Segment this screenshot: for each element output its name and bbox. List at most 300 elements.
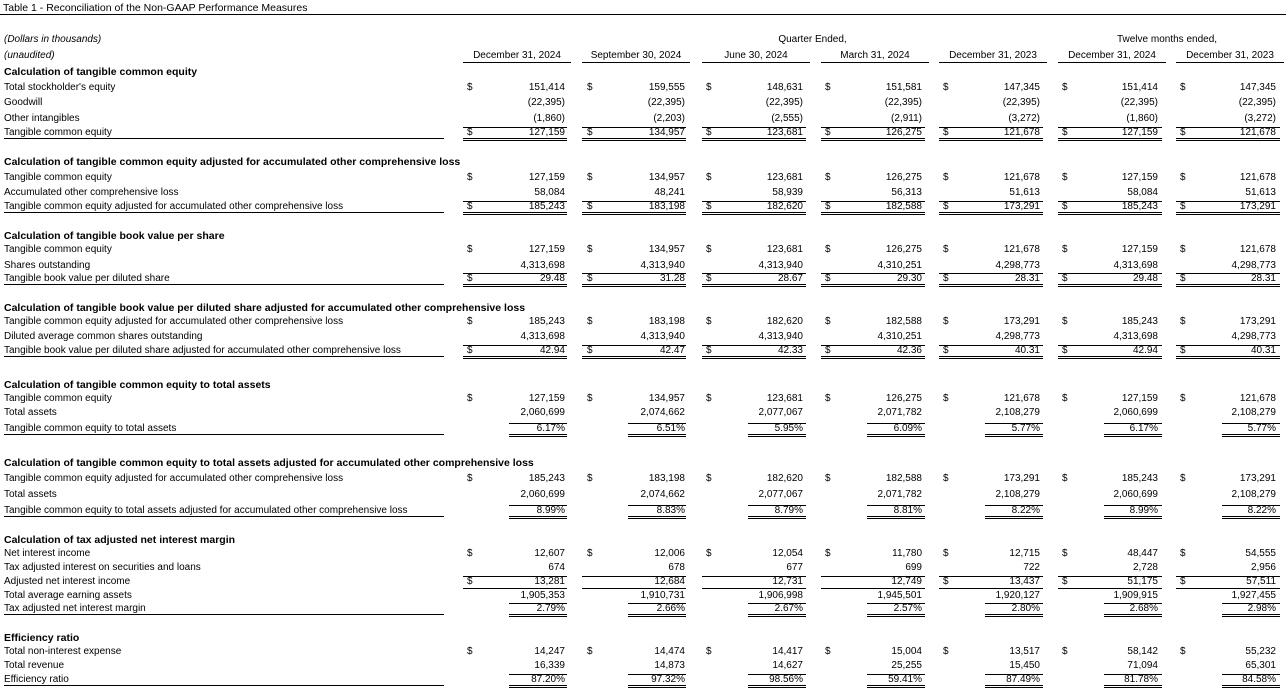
currency-symbol: $	[943, 82, 949, 93]
currency-symbol: $	[943, 172, 949, 183]
cell-value: 59.41%	[888, 674, 922, 685]
subtotal-rule	[939, 273, 1043, 274]
cell-value: 40.31	[1014, 345, 1040, 356]
total-double-rule	[1222, 685, 1280, 688]
column-header-underline	[1176, 62, 1284, 63]
cell-value: 126,275	[885, 127, 922, 138]
total-double-rule	[867, 614, 925, 617]
subtotal-rule	[702, 127, 806, 128]
subtotal-rule	[509, 603, 567, 604]
cell-value: 42.47	[659, 345, 685, 356]
currency-symbol: $	[1062, 244, 1068, 255]
currency-symbol: $	[825, 316, 831, 327]
row-label: Other intangibles	[4, 113, 80, 124]
cell-value: 4,298,773	[995, 260, 1040, 271]
cell-value: 13,437	[1009, 576, 1040, 587]
section-title: Efficiency ratio	[4, 632, 80, 644]
cell-value: 1,910,731	[640, 590, 685, 601]
cell-value: 699	[905, 562, 922, 573]
cell-value: (22,395)	[1238, 97, 1276, 108]
cell-value: 4,310,251	[877, 260, 922, 271]
cell-value: 173,291	[1239, 473, 1276, 484]
currency-symbol: $	[1062, 345, 1068, 356]
total-double-rule	[1104, 434, 1162, 437]
section-title: Calculation of tangible common equity adjusted for accumulated other comprehensive loss	[4, 156, 461, 168]
subtotal-rule	[1058, 345, 1162, 346]
subtotal-rule	[1176, 201, 1280, 202]
total-double-rule	[985, 434, 1043, 437]
subtotal-rule	[582, 273, 686, 274]
total-double-rule	[985, 516, 1043, 519]
subtotal-rule	[463, 273, 567, 274]
subtotal-rule	[628, 505, 686, 506]
currency-symbol: $	[706, 393, 712, 404]
currency-symbol: $	[467, 548, 473, 559]
currency-symbol: $	[1180, 172, 1186, 183]
currency-symbol: $	[825, 473, 831, 484]
subtotal-rule	[1104, 505, 1162, 506]
currency-symbol: $	[1062, 82, 1068, 93]
subtotal-rule	[939, 345, 1043, 346]
column-header: June 30, 2024	[724, 50, 788, 61]
units-label: (Dollars in thousands)	[4, 34, 102, 45]
cell-value: 15,004	[891, 646, 922, 657]
cell-value: 2,071,782	[877, 489, 922, 500]
cell-value: 84.58%	[1242, 674, 1276, 685]
currency-symbol: $	[943, 273, 949, 284]
subtotal-rule	[867, 423, 925, 424]
cell-value: 182,620	[766, 316, 803, 327]
subtotal-rule	[509, 505, 567, 506]
row-label-underline	[4, 516, 444, 517]
total-double-rule	[628, 685, 686, 688]
cell-value: 28.31	[1014, 273, 1040, 284]
cell-value: (1,860)	[1126, 113, 1158, 124]
cell-value: 173,291	[1003, 473, 1040, 484]
currency-symbol: $	[467, 393, 473, 404]
row-label: Net interest income	[4, 548, 91, 559]
subtotal-rule	[702, 576, 806, 577]
total-double-rule	[702, 356, 806, 359]
cell-value: 58,142	[1127, 646, 1158, 657]
cell-value: 42.36	[896, 345, 922, 356]
subtotal-rule	[1058, 576, 1162, 577]
cell-value: 677	[786, 562, 803, 573]
cell-value: 722	[1023, 562, 1040, 573]
column-header: December 31, 2023	[1186, 50, 1274, 61]
currency-symbol: $	[467, 273, 473, 284]
currency-symbol: $	[1180, 127, 1186, 138]
subtotal-rule	[985, 674, 1043, 675]
subtotal-rule	[582, 576, 686, 577]
currency-symbol: $	[1062, 646, 1068, 657]
currency-symbol: $	[467, 646, 473, 657]
currency-symbol: $	[1062, 273, 1068, 284]
total-double-rule	[582, 212, 686, 215]
currency-symbol: $	[467, 244, 473, 255]
cell-value: 121,678	[1003, 393, 1040, 404]
currency-symbol: $	[1180, 273, 1186, 284]
cell-value: (22,395)	[765, 97, 803, 108]
row-label: Tax adjusted net interest margin	[4, 603, 146, 614]
subtotal-rule	[939, 201, 1043, 202]
total-double-rule	[748, 516, 806, 519]
currency-symbol: $	[587, 82, 593, 93]
subtotal-rule	[1058, 201, 1162, 202]
cell-value: 185,243	[1121, 316, 1158, 327]
cell-value: 4,313,940	[758, 331, 803, 342]
row-label: Tangible common equity adjusted for accumulated other comprehensive loss	[4, 201, 344, 212]
subtotal-rule	[509, 423, 567, 424]
cell-value: 159,555	[648, 82, 685, 93]
cell-value: 14,474	[654, 646, 685, 657]
cell-value: 8.99%	[1129, 505, 1158, 516]
total-double-rule	[939, 284, 1043, 287]
currency-symbol: $	[1062, 576, 1068, 587]
subtotal-rule	[1058, 127, 1162, 128]
cell-value: 87.20%	[531, 674, 565, 685]
cell-value: 4,313,940	[640, 331, 685, 342]
column-header-underline	[582, 62, 690, 63]
cell-value: 2,060,699	[1113, 489, 1158, 500]
total-double-rule	[939, 212, 1043, 215]
cell-value: 127,159	[1121, 393, 1158, 404]
row-label: Tax adjusted interest on securities and loans	[4, 562, 201, 573]
cell-value: 2,074,662	[640, 407, 685, 418]
cell-value: 2,108,279	[1231, 489, 1276, 500]
cell-value: 173,291	[1239, 316, 1276, 327]
cell-value: (2,911)	[891, 113, 922, 124]
currency-symbol: $	[587, 172, 593, 183]
cell-value: 29.48	[539, 273, 565, 284]
subtotal-rule	[748, 603, 806, 604]
cell-value: 2.57%	[893, 603, 922, 614]
currency-symbol: $	[706, 127, 712, 138]
cell-value: 127,159	[528, 393, 565, 404]
total-double-rule	[702, 138, 806, 141]
currency-symbol: $	[943, 473, 949, 484]
cell-value: (3,272)	[1244, 113, 1276, 124]
currency-symbol: $	[1180, 576, 1186, 587]
currency-symbol: $	[943, 548, 949, 559]
cell-value: 25,255	[891, 660, 922, 671]
currency-symbol: $	[706, 172, 712, 183]
total-double-rule	[867, 685, 925, 688]
row-label-underline	[4, 284, 444, 285]
cell-value: 121,678	[1003, 172, 1040, 183]
row-label: Tangible common equity to total assets	[4, 423, 177, 434]
cell-value: 173,291	[1239, 201, 1276, 212]
cell-value: 8.79%	[774, 505, 803, 516]
row-label: Goodwill	[4, 97, 43, 108]
row-label: Total assets	[4, 407, 57, 418]
cell-value: 148,631	[766, 82, 803, 93]
cell-value: 127,159	[528, 244, 565, 255]
cell-value: 126,275	[885, 393, 922, 404]
cell-value: 65,301	[1245, 660, 1276, 671]
subtotal-rule	[939, 127, 1043, 128]
cell-value: 121,678	[1003, 127, 1040, 138]
cell-value: 182,620	[766, 201, 803, 212]
subtotal-rule	[702, 201, 806, 202]
row-label: Tangible common equity	[4, 172, 112, 183]
currency-symbol: $	[943, 345, 949, 356]
cell-value: 4,313,698	[1113, 260, 1158, 271]
row-label: Tangible book value per diluted share adjusted for accumulated other comprehensive loss	[4, 345, 401, 356]
currency-symbol: $	[825, 548, 831, 559]
cell-value: 31.28	[659, 273, 685, 284]
total-double-rule	[748, 614, 806, 617]
cell-value: 6.17%	[536, 423, 565, 434]
currency-symbol: $	[467, 345, 473, 356]
cell-value: 14,873	[654, 660, 685, 671]
cell-value: 16,339	[534, 660, 565, 671]
row-label: Tangible common equity adjusted for accumulated other comprehensive loss	[4, 316, 344, 327]
currency-symbol: $	[587, 273, 593, 284]
currency-symbol: $	[1062, 316, 1068, 327]
subtotal-rule	[628, 674, 686, 675]
cell-value: 98.56%	[769, 674, 803, 685]
currency-symbol: $	[825, 172, 831, 183]
cell-value: 6.51%	[656, 423, 685, 434]
subtotal-rule	[867, 674, 925, 675]
cell-value: 4,313,698	[1113, 331, 1158, 342]
cell-value: 182,588	[885, 473, 922, 484]
cell-value: 51,175	[1127, 576, 1158, 587]
cell-value: 127,159	[528, 127, 565, 138]
cell-value: 4,298,773	[1231, 331, 1276, 342]
cell-value: 48,447	[1127, 548, 1158, 559]
currency-symbol: $	[587, 345, 593, 356]
cell-value: 1,905,353	[520, 590, 565, 601]
currency-symbol: $	[1180, 316, 1186, 327]
cell-value: 123,681	[766, 172, 803, 183]
cell-value: 58,084	[534, 187, 565, 198]
cell-value: 182,620	[766, 473, 803, 484]
cell-value: 51,613	[1009, 187, 1040, 198]
cell-value: 28.67	[777, 273, 803, 284]
cell-value: 40.31	[1250, 345, 1276, 356]
cell-value: 2,060,699	[520, 489, 565, 500]
currency-symbol: $	[825, 273, 831, 284]
cell-value: 183,198	[648, 473, 685, 484]
total-double-rule	[463, 284, 567, 287]
cell-value: 674	[548, 562, 565, 573]
cell-value: 55,232	[1245, 646, 1276, 657]
subtotal-rule	[748, 674, 806, 675]
subtotal-rule	[1222, 505, 1280, 506]
cell-value: (22,395)	[527, 97, 565, 108]
currency-symbol: $	[706, 345, 712, 356]
cell-value: 42.33	[777, 345, 803, 356]
subtotal-rule	[939, 576, 1043, 577]
row-label: Tangible book value per diluted share	[4, 273, 170, 284]
currency-symbol: $	[943, 646, 949, 657]
subtotal-rule	[821, 588, 925, 589]
subtotal-rule	[509, 674, 567, 675]
cell-value: 121,678	[1239, 244, 1276, 255]
cell-value: 4,313,698	[520, 331, 565, 342]
subtotal-rule	[985, 505, 1043, 506]
subtotal-rule	[748, 423, 806, 424]
cell-value: 182,588	[885, 316, 922, 327]
cell-value: 121,678	[1239, 172, 1276, 183]
currency-symbol: $	[1062, 548, 1068, 559]
cell-value: (22,395)	[1120, 97, 1158, 108]
cell-value: 5.77%	[1011, 423, 1040, 434]
total-double-rule	[1176, 284, 1280, 287]
currency-symbol: $	[943, 576, 949, 587]
total-double-rule	[821, 138, 925, 141]
column-header-underline	[463, 62, 571, 63]
unaudited-label: (unaudited)	[4, 50, 55, 61]
row-label: Tangible common equity	[4, 393, 112, 404]
total-double-rule	[1176, 212, 1280, 215]
currency-symbol: $	[587, 393, 593, 404]
cell-value: 151,414	[528, 82, 565, 93]
cell-value: (1,860)	[533, 113, 565, 124]
cell-value: 126,275	[885, 172, 922, 183]
total-double-rule	[821, 212, 925, 215]
total-double-rule	[748, 685, 806, 688]
row-label: Total stockholder's equity	[4, 82, 116, 93]
currency-symbol: $	[587, 127, 593, 138]
subtotal-rule	[821, 576, 925, 577]
currency-symbol: $	[706, 548, 712, 559]
row-label: Total revenue	[4, 660, 65, 671]
subtotal-rule	[939, 588, 1043, 589]
cell-value: 13,281	[534, 576, 565, 587]
cell-value: 29.48	[1132, 273, 1158, 284]
subtotal-rule	[628, 423, 686, 424]
quarter-ended-group-header: Quarter Ended,	[778, 34, 847, 45]
total-double-rule	[702, 212, 806, 215]
currency-symbol: $	[706, 273, 712, 284]
cell-value: 1,927,455	[1231, 590, 1276, 601]
subtotal-rule	[1104, 603, 1162, 604]
cell-value: 97.32%	[651, 674, 685, 685]
total-double-rule	[628, 614, 686, 617]
cell-value: 57,511	[1246, 576, 1276, 587]
cell-value: 12,684	[654, 576, 685, 587]
section-title: Calculation of tangible common equity	[4, 66, 198, 78]
row-label: Shares outstanding	[4, 260, 91, 271]
cell-value: 121,678	[1239, 127, 1276, 138]
cell-value: 151,414	[1121, 82, 1158, 93]
column-header-underline	[1058, 62, 1166, 63]
cell-value: 71,094	[1127, 660, 1158, 671]
cell-value: 2,074,662	[640, 489, 685, 500]
subtotal-rule	[582, 588, 686, 589]
cell-value: 15,450	[1009, 660, 1040, 671]
subtotal-rule	[582, 127, 686, 128]
cell-value: 13,517	[1009, 646, 1040, 657]
cell-value: 14,627	[772, 660, 803, 671]
total-double-rule	[628, 434, 686, 437]
row-label-underline	[4, 138, 444, 139]
subtotal-rule	[985, 603, 1043, 604]
cell-value: (22,395)	[884, 97, 922, 108]
section-title: Calculation of tangible book value per diluted share adjusted for accumulated other comprehensive loss	[4, 302, 526, 314]
cell-value: 185,243	[528, 473, 565, 484]
total-double-rule	[1222, 614, 1280, 617]
total-double-rule	[748, 434, 806, 437]
currency-symbol: $	[706, 316, 712, 327]
currency-symbol: $	[467, 201, 473, 212]
cell-value: (22,395)	[647, 97, 685, 108]
cell-value: 11,780	[892, 548, 922, 559]
total-double-rule	[582, 356, 686, 359]
currency-symbol: $	[467, 576, 473, 587]
currency-symbol: $	[943, 244, 949, 255]
cell-value: 6.09%	[893, 423, 922, 434]
row-label-underline	[4, 434, 444, 435]
subtotal-rule	[463, 127, 567, 128]
subtotal-rule	[1222, 674, 1280, 675]
cell-value: 127,159	[1121, 127, 1158, 138]
cell-value: 185,243	[528, 201, 565, 212]
cell-value: 151,581	[885, 82, 922, 93]
currency-symbol: $	[1180, 244, 1186, 255]
cell-value: 2,060,699	[1113, 407, 1158, 418]
currency-symbol: $	[825, 201, 831, 212]
cell-value: 4,298,773	[1231, 260, 1276, 271]
section-title: Calculation of tax adjusted net interest margin	[4, 534, 236, 546]
section-title: Calculation of tangible common equity to total assets adjusted for accumulated other comprehensive loss	[4, 457, 534, 469]
cell-value: (2,555)	[771, 113, 803, 124]
cell-value: 12,607	[534, 548, 565, 559]
currency-symbol: $	[825, 345, 831, 356]
cell-value: 8.83%	[656, 505, 685, 516]
row-label: Total non-interest expense	[4, 646, 122, 657]
total-double-rule	[985, 685, 1043, 688]
currency-symbol: $	[587, 316, 593, 327]
cell-value: 58,084	[1127, 187, 1158, 198]
total-double-rule	[463, 356, 567, 359]
cell-value: 87.49%	[1006, 674, 1040, 685]
subtotal-rule	[1222, 423, 1280, 424]
cell-value: 1,920,127	[995, 590, 1040, 601]
subtotal-rule	[702, 273, 806, 274]
currency-symbol: $	[587, 646, 593, 657]
row-label: Adjusted net interest income	[4, 576, 131, 587]
total-double-rule	[1176, 138, 1280, 141]
cell-value: 678	[668, 562, 685, 573]
total-double-rule	[628, 516, 686, 519]
total-double-rule	[509, 434, 567, 437]
total-double-rule	[1058, 284, 1162, 287]
cell-value: 12,731	[772, 576, 803, 587]
cell-value: 2,728	[1132, 562, 1158, 573]
cell-value: 173,291	[1003, 201, 1040, 212]
total-double-rule	[1104, 685, 1162, 688]
total-double-rule	[985, 614, 1043, 617]
cell-value: 121,678	[1003, 244, 1040, 255]
row-label: Tangible common equity	[4, 244, 112, 255]
cell-value: 54,555	[1245, 548, 1276, 559]
cell-value: 4,313,698	[520, 260, 565, 271]
total-double-rule	[582, 138, 686, 141]
currency-symbol: $	[587, 244, 593, 255]
subtotal-rule	[748, 505, 806, 506]
cell-value: 1,909,915	[1113, 590, 1158, 601]
row-label: Accumulated other comprehensive loss	[4, 187, 179, 198]
cell-value: 127,159	[1121, 244, 1158, 255]
row-label: Efficiency ratio	[4, 674, 69, 685]
subtotal-rule	[1176, 576, 1280, 577]
cell-value: 121,678	[1239, 393, 1276, 404]
subtotal-rule	[1176, 588, 1280, 589]
